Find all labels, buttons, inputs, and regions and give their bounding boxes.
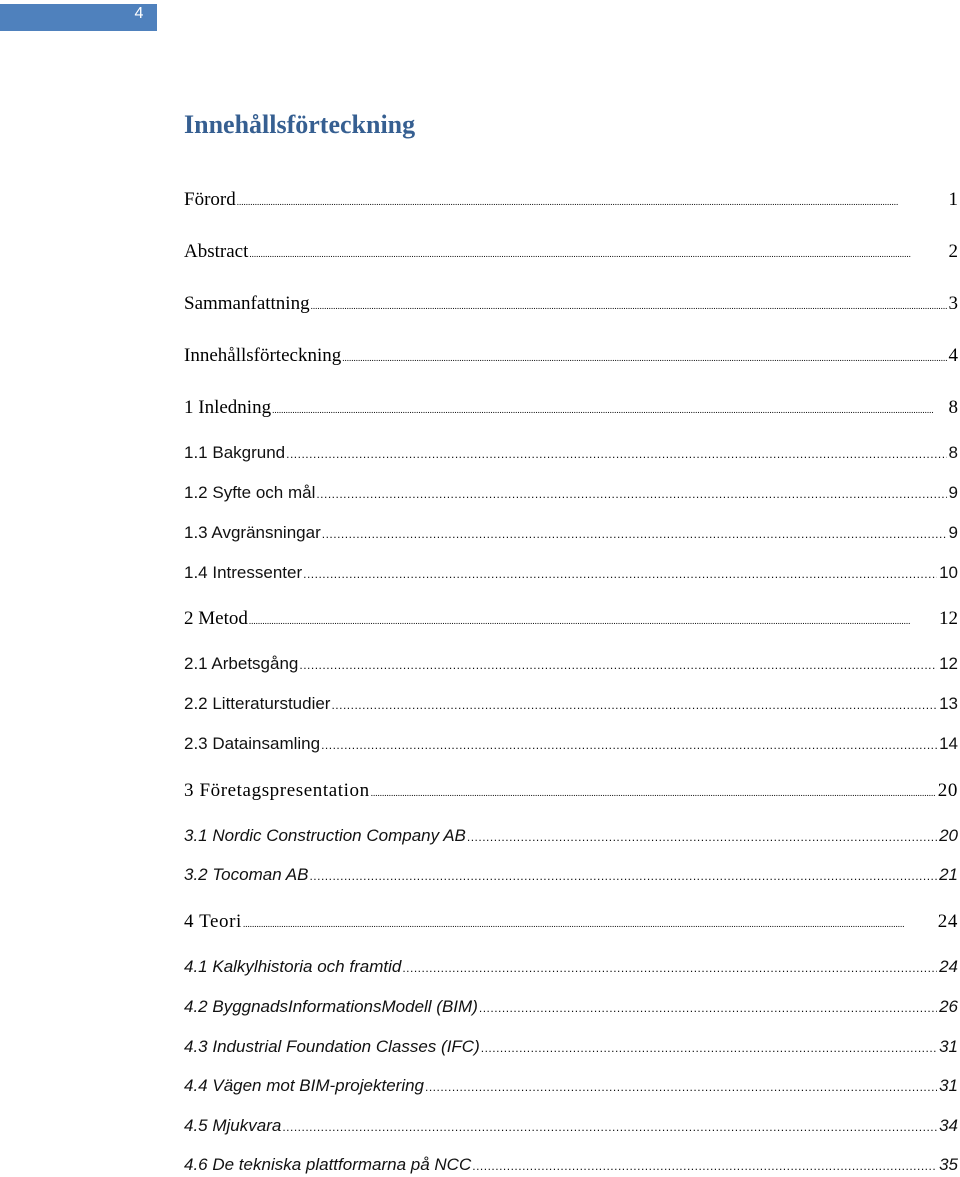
toc-leader-dots [309, 869, 937, 883]
toc-leader-dots [311, 301, 947, 311]
toc-leader-dots [371, 788, 936, 798]
toc-entry-page: 31 [939, 1037, 958, 1056]
toc-entry-label: 4.3 Industrial Foundation Classes (IFC) [184, 1037, 480, 1056]
toc-leader-dots [299, 658, 937, 672]
toc-entry-page: 9 [948, 523, 958, 542]
toc-leader-dots [402, 961, 937, 975]
toc-entry-label: 4.4 Vägen mot BIM-projektering [184, 1076, 425, 1095]
toc-entry-label: 1.4 Intressenter [184, 563, 303, 582]
toc-entry-2-3-datainsamling[interactable] [184, 734, 958, 754]
toc-title: Innehållsförteckning [184, 110, 416, 139]
toc-entry-3-foretagspresentation[interactable] [184, 780, 958, 802]
toc-entry-4-2-bim[interactable] [184, 997, 958, 1017]
toc-leader-dots [237, 197, 947, 207]
toc-entry-label: Förord [184, 189, 236, 210]
toc-entry-label: Innehållsförteckning [184, 345, 342, 366]
toc-entry-page: 35 [939, 1155, 958, 1174]
toc-leader-dots [249, 616, 937, 626]
toc-leader-dots [316, 487, 946, 501]
toc-leader-dots [322, 527, 947, 541]
toc-entry-page: 13 [939, 694, 958, 713]
toc-entry-label: 4.5 Mjukvara [184, 1116, 282, 1135]
toc-entry-1-1-bakgrund[interactable] [184, 443, 958, 463]
toc-entry-label: Abstract [184, 241, 249, 262]
toc-entry-label: Sammanfattning [184, 293, 310, 314]
toc-entry-page: 31 [939, 1076, 958, 1095]
toc-leader-dots [243, 919, 936, 929]
toc-entry-4-3-ifc[interactable] [184, 1037, 958, 1057]
toc-entry-4-teori[interactable] [184, 911, 958, 933]
toc-leader-dots [472, 1159, 937, 1173]
toc-leader-dots [272, 405, 946, 415]
toc-entry-page: 10 [939, 563, 958, 582]
toc-entry-page: 26 [939, 997, 958, 1016]
toc-entry-page: 24 [939, 957, 958, 976]
toc-entry-page: 2 [948, 241, 958, 262]
toc-entry-3-2-tocoman[interactable] [184, 865, 958, 885]
toc-entry-label: 4 Teori [184, 911, 242, 932]
toc-entry-label: 3 Företagspresentation [184, 780, 370, 801]
toc-entry-page: 4 [948, 345, 958, 366]
toc-entry-page: 20 [939, 826, 958, 845]
toc-leader-dots [321, 738, 937, 752]
toc-entry-4-5-mjukvara[interactable] [184, 1116, 958, 1136]
toc-entry-page: 8 [948, 397, 958, 418]
toc-leader-dots [331, 698, 937, 712]
toc-entry-1-inledning[interactable] [184, 397, 958, 419]
toc-entry-2-1-arbetsgang[interactable] [184, 654, 958, 674]
toc-entry-label: 4.1 Kalkylhistoria och framtid [184, 957, 402, 976]
toc-entry-label: 1.2 Syfte och mål [184, 483, 316, 502]
toc-entry-1-3-avgransningar[interactable] [184, 523, 958, 543]
toc-entry-forord[interactable] [184, 189, 958, 211]
toc-entry-label: 4.2 ByggnadsInformationsModell (BIM) [184, 997, 478, 1016]
toc-entry-page: 12 [939, 654, 958, 673]
toc-entry-page: 9 [948, 483, 958, 502]
toc-entry-1-2-syfte[interactable] [184, 483, 958, 503]
toc-leader-dots [286, 447, 946, 461]
toc-entry-2-metod[interactable] [184, 608, 958, 630]
toc-leader-dots [342, 353, 946, 363]
toc-entry-label: 2.1 Arbetsgång [184, 654, 299, 673]
toc-entry-abstract[interactable] [184, 241, 958, 263]
toc-entry-label: 1.1 Bakgrund [184, 443, 286, 462]
toc-entry-page: 20 [937, 780, 958, 801]
toc-entry-label: 1.3 Avgränsningar [184, 523, 321, 542]
toc-entry-1-4-intressenter[interactable] [184, 563, 958, 583]
toc-entry-label: 1 Inledning [184, 397, 272, 418]
toc-entry-4-6-plattformar[interactable] [184, 1155, 958, 1175]
toc-entry-page: 8 [948, 443, 958, 462]
toc-entry-innehallsforteckning[interactable] [184, 345, 958, 367]
toc-entry-label: 3.1 Nordic Construction Company AB [184, 826, 466, 845]
toc-entry-sammanfattning[interactable] [184, 293, 958, 315]
toc-entry-label: 2.2 Litteraturstudier [184, 694, 331, 713]
toc-entry-label: 2 Metod [184, 608, 248, 629]
toc-entry-page: 14 [939, 734, 958, 753]
toc-entry-4-1-kalkylhistoria[interactable] [184, 957, 958, 977]
toc-leader-dots [479, 1001, 937, 1015]
toc-leader-dots [481, 1041, 937, 1055]
page-number: 4 [134, 5, 144, 22]
toc-leader-dots [249, 249, 946, 259]
toc-leader-dots [303, 567, 937, 581]
toc-entry-3-1-ncc[interactable] [184, 826, 958, 846]
toc-entry-label: 2.3 Datainsamling [184, 734, 321, 753]
toc-entry-page: 34 [939, 1116, 958, 1135]
toc-entry-page: 12 [939, 608, 958, 629]
toc-entry-label: 3.2 Tocoman AB [184, 865, 309, 884]
toc-entry-page: 21 [939, 865, 958, 884]
toc-entry-4-4-bim-projektering[interactable] [184, 1076, 958, 1096]
toc-leader-dots [425, 1080, 937, 1094]
toc-leader-dots [282, 1120, 937, 1134]
toc-entry-page: 3 [948, 293, 958, 314]
toc-entry-page: 1 [948, 189, 958, 210]
toc-entry-label: 4.6 De tekniska plattformarna på NCC [184, 1155, 472, 1174]
toc-leader-dots [467, 830, 937, 844]
toc-entry-page: 24 [937, 911, 958, 932]
toc-entry-2-2-litteraturstudier[interactable] [184, 694, 958, 714]
